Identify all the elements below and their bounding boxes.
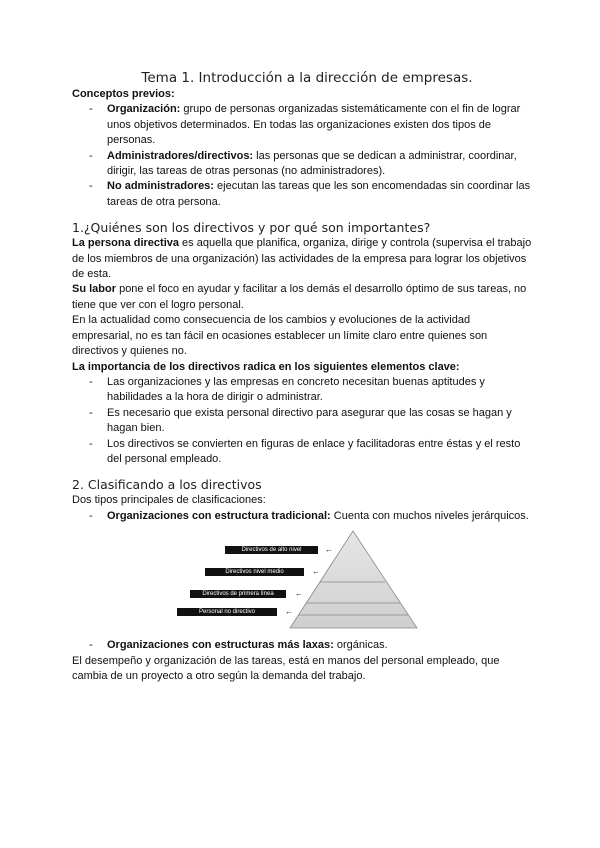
paragraph: Su labor pone el foco en ayudar y facilitar a los demás el desarrollo óptimo de sus tareas, no tiene que ver con el logro personal.	[72, 283, 527, 311]
pyramid-label-middle: Directivos nivel medio	[205, 568, 304, 576]
document-title: Tema 1. Introducción a la dirección de empresas.	[141, 70, 473, 86]
list-item: - No administradores: ejecutan las tareas que les son encomendadas sin coordinar las tareas de otra persona.	[72, 179, 532, 210]
pyramid-label-top: Directivos de alto nivel	[225, 546, 318, 554]
pyramid-label-first-line: Directivos de primera línea	[190, 590, 286, 598]
hierarchy-pyramid-diagram	[72, 526, 532, 638]
importance-list	[72, 375, 532, 467]
section2-heading: 2. Clasificando a los directivos	[72, 477, 262, 493]
arrow-left-icon: ←	[295, 589, 303, 599]
paragraph: La persona directiva es aquella que planifica, organiza, dirige y controla (supervisa el trabajo de los miembros de una organización) las actividades de la empresa para lograr los objetivos de esta.	[72, 237, 532, 281]
list-item: - Organizaciones con estructura tradicional: Cuenta con muchos niveles jerárquicos.	[72, 509, 532, 524]
paragraph: La importancia de los directivos radica en los siguientes elementos clave:	[72, 360, 460, 373]
paragraph: En la actualidad como consecuencia de los cambios y evoluciones de la actividad empresarial, no es tan fácil en ocasiones establecer un límite claro entre quienes son directivos y quienes no.	[72, 314, 488, 358]
arrow-left-icon: ←	[312, 567, 320, 577]
classification-list	[72, 509, 532, 524]
list-item: - Las organizaciones y las empresas en concreto necesitan buenas aptitudes y habilidades a la hora de dirigir o administrar.	[72, 375, 532, 406]
list-item: - Organización: grupo de personas organizadas sistemáticamente con el fin de lograr unos objetivos determinados. En todas las organizaciones existen dos tipos de personas.	[72, 102, 532, 148]
pyramid-label-non-directive: Personal no directivo	[177, 608, 277, 616]
list-item: - Administradores/directivos: las personas que se dedican a administrar, coordinar, dirigir, las tareas de otras personas (no administradores).	[72, 149, 532, 180]
section1-heading: 1.¿Quiénes son los directivos y por qué son importantes?	[72, 220, 431, 236]
list-item: - Organizaciones con estructuras más laxas: orgánicas.	[72, 638, 532, 653]
list-item: - Es necesario que exista personal directivo para asegurar que las cosas se hagan y hagan bien.	[72, 406, 532, 437]
paragraph: Dos tipos principales de clasificaciones:	[72, 494, 266, 507]
document-page	[72, 70, 532, 684]
list-item: - Los directivos se convierten en figuras de enlace y facilitadoras entre éstas y el resto del personal empleado.	[72, 437, 532, 468]
arrow-left-icon: ←	[325, 545, 333, 555]
concepts-list	[72, 102, 532, 210]
pyramid-shape	[72, 526, 532, 638]
paragraph: El desempeño y organización de las tareas, está en manos del personal empleado, que cambia de un proyecto a otro según la demanda del trabajo.	[72, 654, 500, 682]
concepts-heading: Conceptos previos:	[72, 88, 175, 100]
classification-list-2	[72, 638, 532, 653]
arrow-left-icon: ←	[285, 607, 293, 617]
